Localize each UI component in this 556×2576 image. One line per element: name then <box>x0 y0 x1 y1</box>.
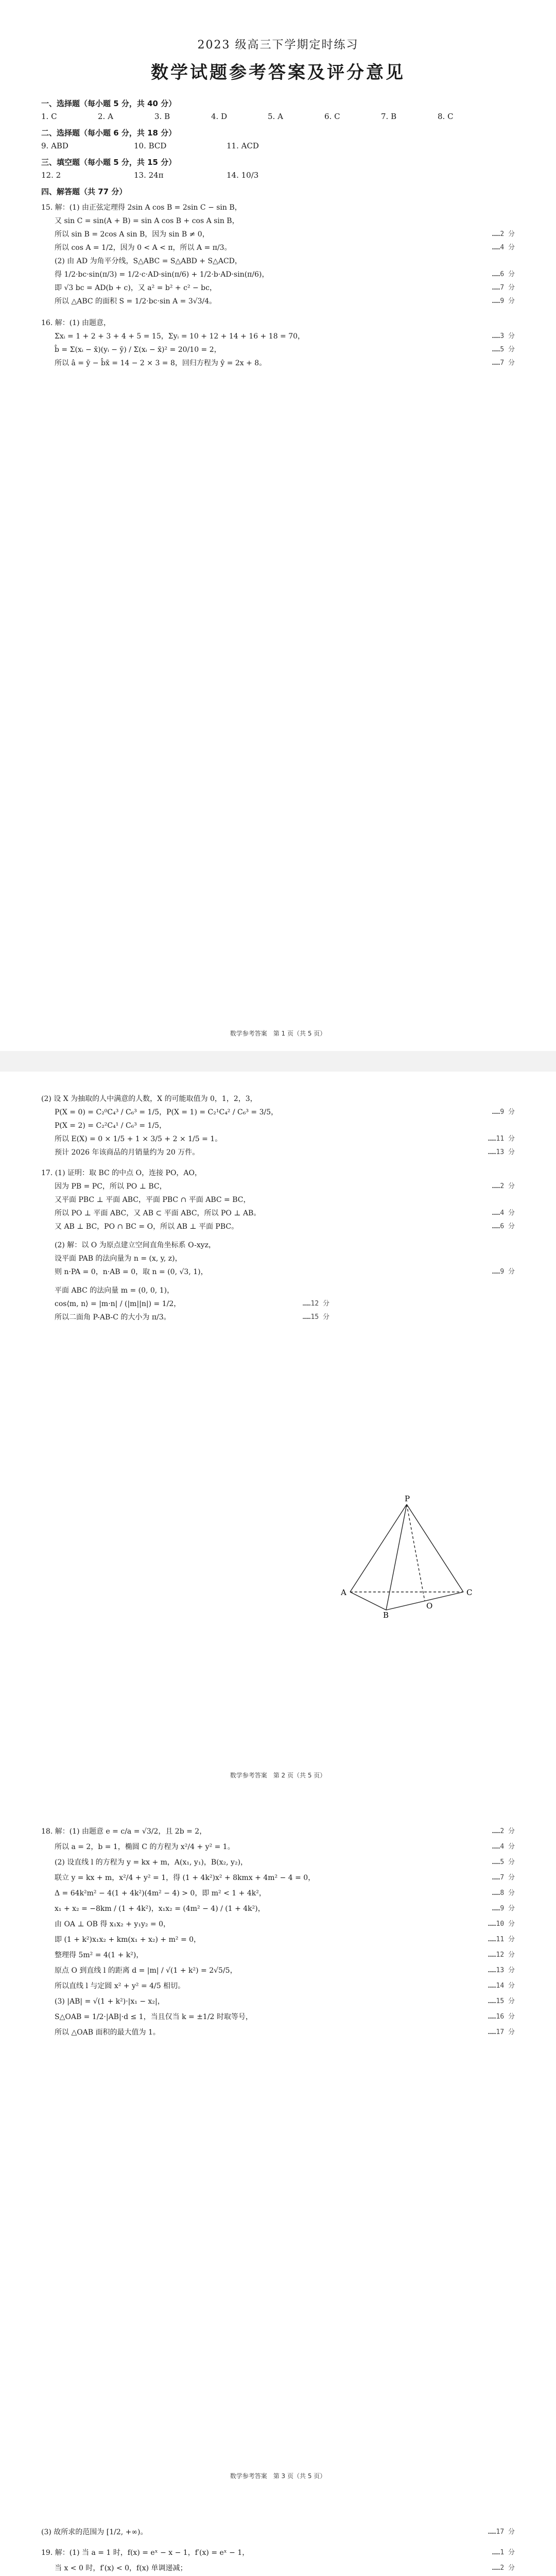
answer-3: 3. B <box>154 112 170 121</box>
pyramid-figure <box>329 1494 484 1618</box>
answer-2: 2. A <box>98 112 113 121</box>
solution-line: 19. 解：(1) 当 a = 1 时，f(x) = eˣ − x − 1，f′(x) = eˣ − 1， ……1 分 <box>41 2545 515 2561</box>
solution-line: 因为 PB = PC，所以 PO ⊥ BC， ……2 分 <box>41 1180 515 1193</box>
page-gap <box>0 1051 556 1072</box>
solution-line: (2) 由 AD 为角平分线，S△ABC = S△ABD + S△ACD， <box>55 257 242 265</box>
score-mark: ……8 分 <box>492 1889 515 1897</box>
score-mark: ……9 分 <box>492 1108 515 1116</box>
score-mark: ……14 分 <box>488 1982 515 1990</box>
section-3-answers <box>41 171 515 180</box>
page-title: 数学试题参考答案及评分意见 <box>151 62 405 83</box>
page-3 <box>0 1793 556 2494</box>
label-p: P <box>405 1494 410 1503</box>
score-mark: ……2 分 <box>492 1182 515 1190</box>
score-mark: ……7 分 <box>492 359 515 367</box>
solution-line: P(X = 2) = C₂²C₄¹ / C₆³ = 1/5， <box>55 1122 167 1130</box>
solution-block-p1 <box>41 201 515 370</box>
edge-pc <box>407 1504 463 1592</box>
solution-line: (2) 解：以 O 为原点建立空间直角坐标系 O-xyz， <box>55 1241 216 1249</box>
score-mark: ……5 分 <box>492 346 515 353</box>
solution-line: 所以 cos A = 1/2，因为 0 < A < π，所以 A = π/3。 ……4 分 <box>41 241 515 255</box>
solution-block-p2b <box>41 1284 329 1324</box>
score-mark: ……6 分 <box>492 1223 515 1230</box>
solution-line: (3) |AB| = √(1 + k²)·|x₁ − x₂|， ……15 分 <box>41 1994 515 2009</box>
exam-subtitle: 2023 级高三下学期定时练习 <box>197 39 359 52</box>
score-mark: ……10 分 <box>488 1920 515 1928</box>
answer-14: 14. 10/3 <box>227 171 259 180</box>
solution-line: b̂ = Σ(xᵢ − x̄)(yᵢ − ȳ) / Σ(xᵢ − x̄)² = 20/10 = 2， ……5 分 <box>41 343 515 357</box>
score-mark: ……2 分 <box>492 2564 515 2572</box>
answer-4: 4. D <box>211 112 228 121</box>
score-mark: ……12 分 <box>302 1300 329 1308</box>
score-mark: ……11 分 <box>488 1936 515 1943</box>
page-1 <box>0 0 556 1051</box>
solution-line: 当 x < 0 时，f′(x) < 0，f(x) 单调递减； ……2 分 <box>41 2561 515 2576</box>
solution-block-p2 <box>41 1092 515 1279</box>
page-footer: 数学参考答案 第 1 页（共 5 页） <box>230 1030 326 1037</box>
solution-line: 平面 ABC 的法向量 m = (0, 0, 1)， <box>55 1286 175 1295</box>
section-2-answers <box>41 141 515 150</box>
score-mark: ……3 分 <box>492 332 515 340</box>
solution-line: Δ = 64k²m² − 4(1 + 4k²)(4m² − 4) > 0，即 m² < 1 + 4k²， ……8 分 <box>41 1886 515 1901</box>
label-b: B <box>383 1611 389 1618</box>
score-mark: ……2 分 <box>492 230 515 238</box>
solution-block-p3 <box>41 1824 515 2040</box>
solution-line: 即 (1 + k²)x₁x₂ + km(x₁ + x₂) + m² = 0， ……11 分 <box>41 1932 515 1947</box>
edge-bc <box>386 1592 463 1610</box>
score-mark: ……9 分 <box>492 1905 515 1912</box>
solution-line: S△OAB = 1/2·|AB|·d ≤ 1，当且仅当 k = ±1/2 时取等号， ……16 分 <box>41 2009 515 2025</box>
solution-block-p4 <box>41 2524 515 2576</box>
answer-7: 7. B <box>381 112 397 121</box>
solution-line: (2) 设直线 l 的方程为 y = kx + m，A(x₁, y₁)，B(x₂, y₂)， ……5 分 <box>41 1855 515 1870</box>
score-mark: ……4 分 <box>492 1843 515 1851</box>
section-4-heading: 四、解答题（共 77 分） <box>41 187 127 196</box>
solution-line: 则 n·PA = 0，n·AB = 0，取 n = (0, √3, 1)， ……9 分 <box>41 1265 515 1279</box>
solution-line: (2) 设 X 为抽取的人中满意的人数，X 的可能取值为 0，1，2，3， <box>41 1095 257 1103</box>
score-mark: ……17 分 <box>488 2028 515 2036</box>
solution-line: Σxᵢ = 1 + 2 + 3 + 4 + 5 = 15，Σyᵢ = 10 + 12 + 14 + 16 + 18 = 70， ……3 分 <box>41 330 515 343</box>
score-mark: ……2 分 <box>492 1827 515 1835</box>
page-2 <box>0 1072 556 1793</box>
score-mark: ……9 分 <box>492 297 515 305</box>
label-c: C <box>466 1588 473 1597</box>
score-mark: ……12 分 <box>488 1951 515 1959</box>
solution-line: 所以 sin B = 2cos A sin B，因为 sin B ≠ 0， ……2 分 <box>41 228 515 241</box>
answer-12: 12. 2 <box>41 171 61 180</box>
solution-line: 所以 △OAB 面积的最大值为 1。 ……17 分 <box>41 2025 515 2040</box>
solution-line: 由 OA ⊥ OB 得 x₁x₂ + y₁y₂ = 0， ……10 分 <box>41 1917 515 1932</box>
score-mark: ……17 分 <box>488 2528 515 2536</box>
answer-8: 8. C <box>438 112 454 121</box>
solution-line: 所以直线 l 与定圆 x² + y² = 4/5 相切。 ……14 分 <box>41 1978 515 1994</box>
score-mark: ……16 分 <box>488 2013 515 2021</box>
answer-9: 9. ABD <box>41 141 68 150</box>
edge-ab <box>350 1592 386 1610</box>
solution-line: 联立 y = kx + m，x²/4 + y² = 1，得 (1 + 4k²)x² + 8kmx + 4m² − 4 = 0， ……7 分 <box>41 1870 515 1886</box>
page-footer: 数学参考答案 第 3 页（共 5 页） <box>230 2472 326 2480</box>
score-mark: ……9 分 <box>492 1268 515 1276</box>
solution-line: 预计 2026 年该商品的月销量约为 20 万件。 ……13 分 <box>41 1146 515 1159</box>
score-mark: ……7 分 <box>492 1874 515 1882</box>
section-3-heading: 三、填空题（每小题 5 分，共 15 分） <box>41 158 177 167</box>
answer-6: 6. C <box>324 112 340 121</box>
solution-line: 所以 a = 2，b = 1，椭圆 C 的方程为 x²/4 + y² = 1。 ……4 分 <box>41 1839 515 1855</box>
solution-line: 所以 E(X) = 0 × 1/5 + 1 × 3/5 + 2 × 1/5 = 1。 ……11 分 <box>41 1132 515 1146</box>
solution-line: 所以 PO ⊥ 平面 ABC，又 AB ⊂ 平面 ABC，所以 PO ⊥ AB。 ……4 分 <box>41 1207 515 1220</box>
solution-line: 设平面 PAB 的法向量为 n = (x, y, z)， <box>55 1255 182 1263</box>
solution-line: 又 sin C = sin(A + B) = sin A cos B + cos A sin B， <box>55 217 239 225</box>
answer-1: 1. C <box>41 112 57 121</box>
solution-line: 所以 △ABC 的面积 S = 1/2·bc·sin A = 3√3/4。 ……9 分 <box>41 295 515 308</box>
answer-5: 5. A <box>268 112 283 121</box>
solution-line: P(X = 0) = C₂⁰C₄³ / C₆³ = 1/5，P(X = 1) = C₂¹C₄² / C₆³ = 3/5， ……9 分 <box>41 1106 515 1119</box>
page-4 <box>0 2494 556 2576</box>
solution-line: (3) 故所求的范围为 [1/2, +∞)。 ……17 分 <box>41 2524 515 2540</box>
score-mark: ……5 分 <box>492 1858 515 1866</box>
solution-line: 18. 解：(1) 由题意 e = c/a = √3/2，且 2b = 2， ……2 分 <box>41 1824 515 1839</box>
solution-line: 又 AB ⊥ BC，PO ∩ BC = O，所以 AB ⊥ 平面 PBC。 ……6 分 <box>41 1220 515 1233</box>
score-mark: ……4 分 <box>492 1209 515 1217</box>
score-mark: ……13 分 <box>488 1148 515 1156</box>
page-footer: 数学参考答案 第 2 页（共 5 页） <box>230 1772 326 1779</box>
section-2-heading: 二、选择题（每小题 6 分，共 18 分） <box>41 128 177 138</box>
solution-line: 17. (1) 证明：取 BC 的中点 O，连接 PO，AO， <box>41 1169 202 1177</box>
solution-line: 15. 解：(1) 由正弦定理得 2sin A cos B = 2sin C − sin B， <box>41 204 242 212</box>
solution-line: 16. 解：(1) 由题意， <box>41 319 111 327</box>
score-mark: ……4 分 <box>492 244 515 251</box>
solution-line: 即 √3 bc = AD(b + c)，又 a² = b² + c² − bc， ……7 分 <box>41 281 515 295</box>
solution-line: cos⟨m, n⟩ = |m·n| / (|m||n|) = 1/2， ……12 分 <box>41 1297 329 1311</box>
score-mark: ……1 分 <box>492 2549 515 2556</box>
score-mark: ……11 分 <box>488 1135 515 1143</box>
score-mark: ……13 分 <box>488 1967 515 1974</box>
label-o: O <box>426 1601 433 1611</box>
label-a: A <box>341 1588 346 1597</box>
solution-line: 又平面 PBC ⊥ 平面 ABC，平面 PBC ∩ 平面 ABC = BC， <box>55 1196 251 1204</box>
solution-line: x₁ + x₂ = −8km / (1 + 4k²)，x₁x₂ = (4m² − 4) / (1 + 4k²)， ……9 分 <box>41 1901 515 1917</box>
solution-line: 原点 O 到直线 l 的距离 d = |m| / √(1 + k²) = 2√5/5， ……13 分 <box>41 1963 515 1978</box>
solution-line: 所以 â = ȳ − b̂x̄ = 14 − 2 × 3 = 8，回归方程为 ŷ = 2x + 8。 ……7 分 <box>41 357 515 370</box>
solution-line: 整理得 5m² = 4(1 + k²)， ……12 分 <box>41 1947 515 1963</box>
section-1-heading: 一、选择题（每小题 5 分，共 40 分） <box>41 99 177 108</box>
answer-10: 10. BCD <box>134 141 167 150</box>
section-1-answers <box>41 112 515 121</box>
score-mark: ……15 分 <box>488 1997 515 2005</box>
answer-11: 11. ACD <box>227 141 259 150</box>
solution-line: 得 1/2·bc·sin(π/3) = 1/2·c·AD·sin(π/6) + 1/2·b·AD·sin(π/6)， ……6 分 <box>41 268 515 281</box>
answer-13: 13. 24π <box>134 171 164 180</box>
score-mark: ……7 分 <box>492 284 515 292</box>
solution-line: 所以二面角 P-AB-C 的大小为 π/3。 ……15 分 <box>41 1311 329 1324</box>
score-mark: ……6 分 <box>492 270 515 278</box>
score-mark: ……15 分 <box>302 1313 329 1321</box>
